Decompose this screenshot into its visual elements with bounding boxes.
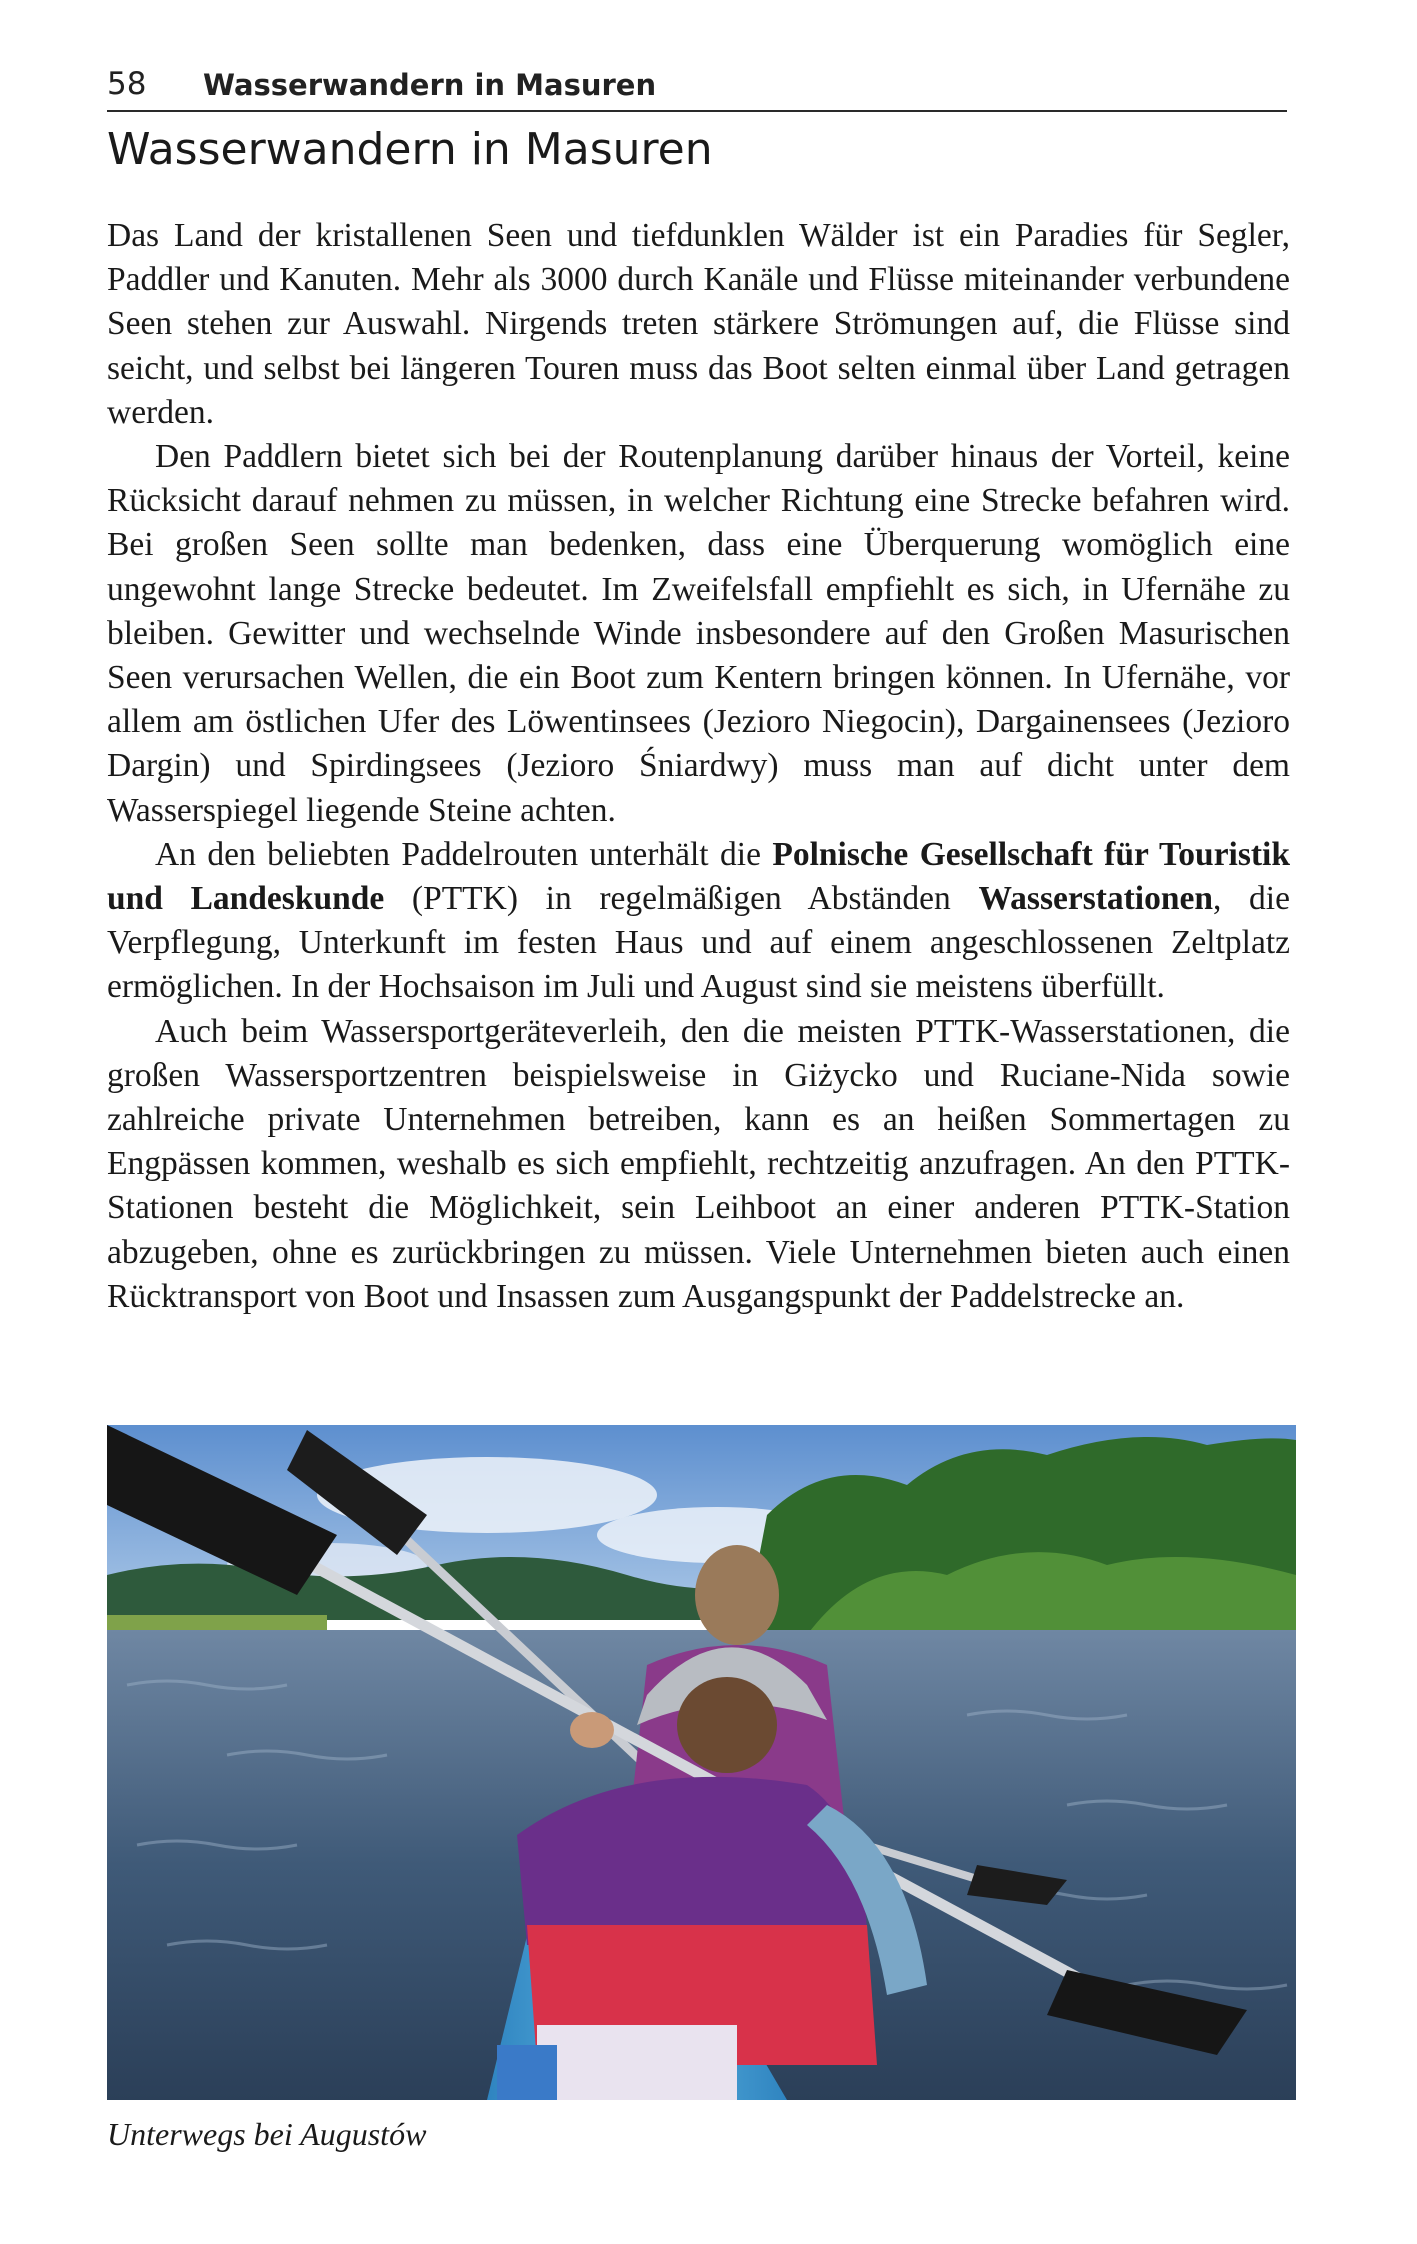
canoe-photo [107, 1425, 1296, 2100]
photo-gear-bag [497, 2045, 557, 2100]
wasserstationen-bold: Wasserstationen [978, 880, 1213, 918]
page-number: 58 [107, 66, 147, 102]
article-body [107, 214, 1290, 1319]
paragraph-3-text-c: (PTTK) in regelmäßigen Abständen [384, 880, 979, 918]
photo-front-paddler-head [677, 1677, 777, 1773]
paragraph-1: Das Land der kristallenen Seen und tiefdunklen Wälder ist ein Paradies für Segler, Paddler und Kanuten. Mehr als 3000 durch Kanäle und Flüsse miteinander verbundene Seen stehen zur Auswahl. Nirgends treten stärkere Strömungen auf, die Flüsse sind seicht, und selbst bei längeren Touren muss das Boot selten einmal über Land getragen werden. [107, 217, 1290, 431]
paragraph-2: Den Paddlern bietet sich bei der Routenplanung darüber hinaus der Vorteil, keine Rücksicht darauf nehmen zu müssen, in welcher Richtung eine Strecke befahren wird. Bei großen Seen sollte man bedenken, dass eine Überquerung womöglich eine ungewohnt lange Strecke bedeutet. Im Zweifelsfall empfiehlt es sich, in Ufernähe zu bleiben. Gewitter und wechselnde Winde insbesondere auf den Großen Masurischen Seen verursachen Wellen, die ein Boot zum Kentern bringen können. In Ufernähe, vor allem am östlichen Ufer des Löwentinsees (Jezioro Niegocin), Dargainensees (Jezioro Dargin) und Spirdingsees (Jezioro Śniardwy) muss man auf dicht unter dem Wasserspiegel liegende Steine achten. [107, 438, 1290, 829]
pttk-name-bold: Polnische Gesellschaft für Touristik und Landeskunde [107, 835, 1290, 918]
section-heading: Wasserwandern in Masuren [107, 124, 713, 175]
running-header [107, 64, 1287, 112]
photo-back-paddler-head [695, 1545, 779, 1645]
photo-gear [537, 2025, 737, 2100]
paragraph-3 [107, 833, 1290, 1010]
paragraph-3-text-e: , die Verpflegung, Unterkunft im festen Haus und auf einem angeschlossenen Zeltplatz ermöglichen. In der Hochsaison im Juli und August sind sie meistens überfüllt. [107, 880, 1290, 1006]
paragraph-3-text-a: An den beliebten Paddelrouten unterhält die [155, 835, 773, 873]
running-title: Wasserwandern in Masuren [203, 68, 657, 102]
paragraph-4: Auch beim Wassersportgeräteverleih, den die meisten PTTK-Wasserstationen, die großen Wassersportzentren beispielsweise in Giżycko und Ruciane-Nida sowie zahlreiche private Unternehmen betreiben, kann es an heißen Sommertagen zu Engpässen kommen, weshalb es sich empfiehlt, rechtzeitig anzufragen. An den PTTK-Stationen besteht die Möglichkeit, sein Leihboot an einer anderen PTTK-Station abzugeben, ohne es zurückbringen zu müssen. Viele Unternehmen bieten auch einen Rücktransport von Boot und Insassen zum Ausgangspunkt der Paddelstrecke an. [107, 1012, 1290, 1315]
photo-caption: Unterwegs bei Augustów [107, 2116, 427, 2152]
photo-front-paddler-hand [570, 1712, 614, 1748]
